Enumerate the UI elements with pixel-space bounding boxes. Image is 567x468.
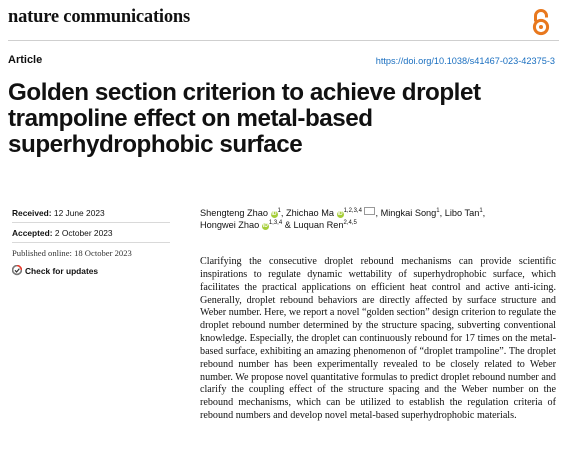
check-for-updates-icon — [12, 265, 22, 276]
check-for-updates[interactable] — [12, 265, 98, 276]
check-for-updates-label: Check for updates — [25, 265, 99, 276]
open-access-icon — [529, 8, 553, 36]
author-name[interactable]: Luquan Ren — [293, 220, 344, 230]
received-label: Received: — [12, 208, 52, 218]
meta-divider — [12, 242, 170, 243]
accepted-label: Accepted: — [12, 228, 53, 238]
author-separator: , — [280, 208, 284, 218]
author-affiliation: 1 — [479, 207, 483, 214]
author-affiliation: 1,2,3,4 — [343, 207, 362, 214]
accepted-value: 2 October 2023 — [54, 228, 113, 238]
author-list-line-2 — [200, 219, 357, 231]
journal-name: nature communications — [8, 7, 191, 27]
author-separator: , — [482, 208, 486, 218]
article-title: Golden section criterion to achieve droplet trampoline effect on metal-based superhydrophobic surface — [8, 79, 481, 158]
published-date: Published online: 18 October 2023 — [12, 248, 132, 258]
received-date — [12, 208, 105, 218]
article-type: Article — [8, 54, 43, 66]
abstract: Clarifying the consecutive droplet rebound mechanisms can provide scientific inspirations to regulate dynamic wettability of superhydrophobic surface, which facilitates the practical applications on efficient heat control and active anti-icing. Generally, droplet rebound behaviors are directly affected by surface structure and Weber number. Here, we report a novel “golden section” design criterion to regulate the droplet rebound number determined by the structure spacing, subverting conventional knowledge. Especially, the droplet can continuously rebound for 17 times on the metal-based surface, exhibiting an amazing phenomenon of “droplet trampoline”. The droplet rebound number has been experimentally revealed to be closely related to Weber number. We propose novel quantitative formulas to predict droplet rebound number and clarify the coupling effect of the structure spacing and the Weber number on the rebound mechanisms, which can be utilized to establish the regulation criteria of rebound numbers and develop novel metal-based superhydrophobic materials. — [200, 256, 556, 422]
author-separator: , — [375, 208, 379, 218]
orcid-icon[interactable]: iD — [337, 211, 343, 217]
header-divider — [8, 40, 559, 41]
author-name[interactable]: Hongwei Zhao — [200, 220, 260, 230]
author-affiliation: 1,3,4 — [268, 219, 283, 226]
author-name[interactable]: Shengteng Zhao — [200, 208, 268, 218]
author-name[interactable]: Libo Tan — [444, 208, 480, 218]
author-name[interactable]: Zhichao Ma — [285, 208, 334, 218]
author-name[interactable]: Mingkai Song — [380, 208, 437, 218]
author-affiliation: 2,4,5 — [343, 219, 357, 226]
author-conjunction: & — [284, 220, 291, 230]
author-affiliation: 1 — [277, 207, 281, 214]
doi-link[interactable]: https://doi.org/10.1038/s41467-023-42375-3 — [375, 56, 555, 66]
author-separator: , — [439, 208, 443, 218]
meta-divider — [12, 222, 170, 223]
mail-icon[interactable] — [364, 207, 375, 215]
author-list-line-1 — [200, 207, 485, 219]
orcid-icon[interactable]: iD — [271, 211, 277, 217]
author-affiliation: 1 — [436, 207, 440, 214]
received-value: 12 June 2023 — [53, 208, 105, 218]
orcid-icon[interactable]: iD — [262, 223, 268, 229]
accepted-date — [12, 228, 113, 238]
